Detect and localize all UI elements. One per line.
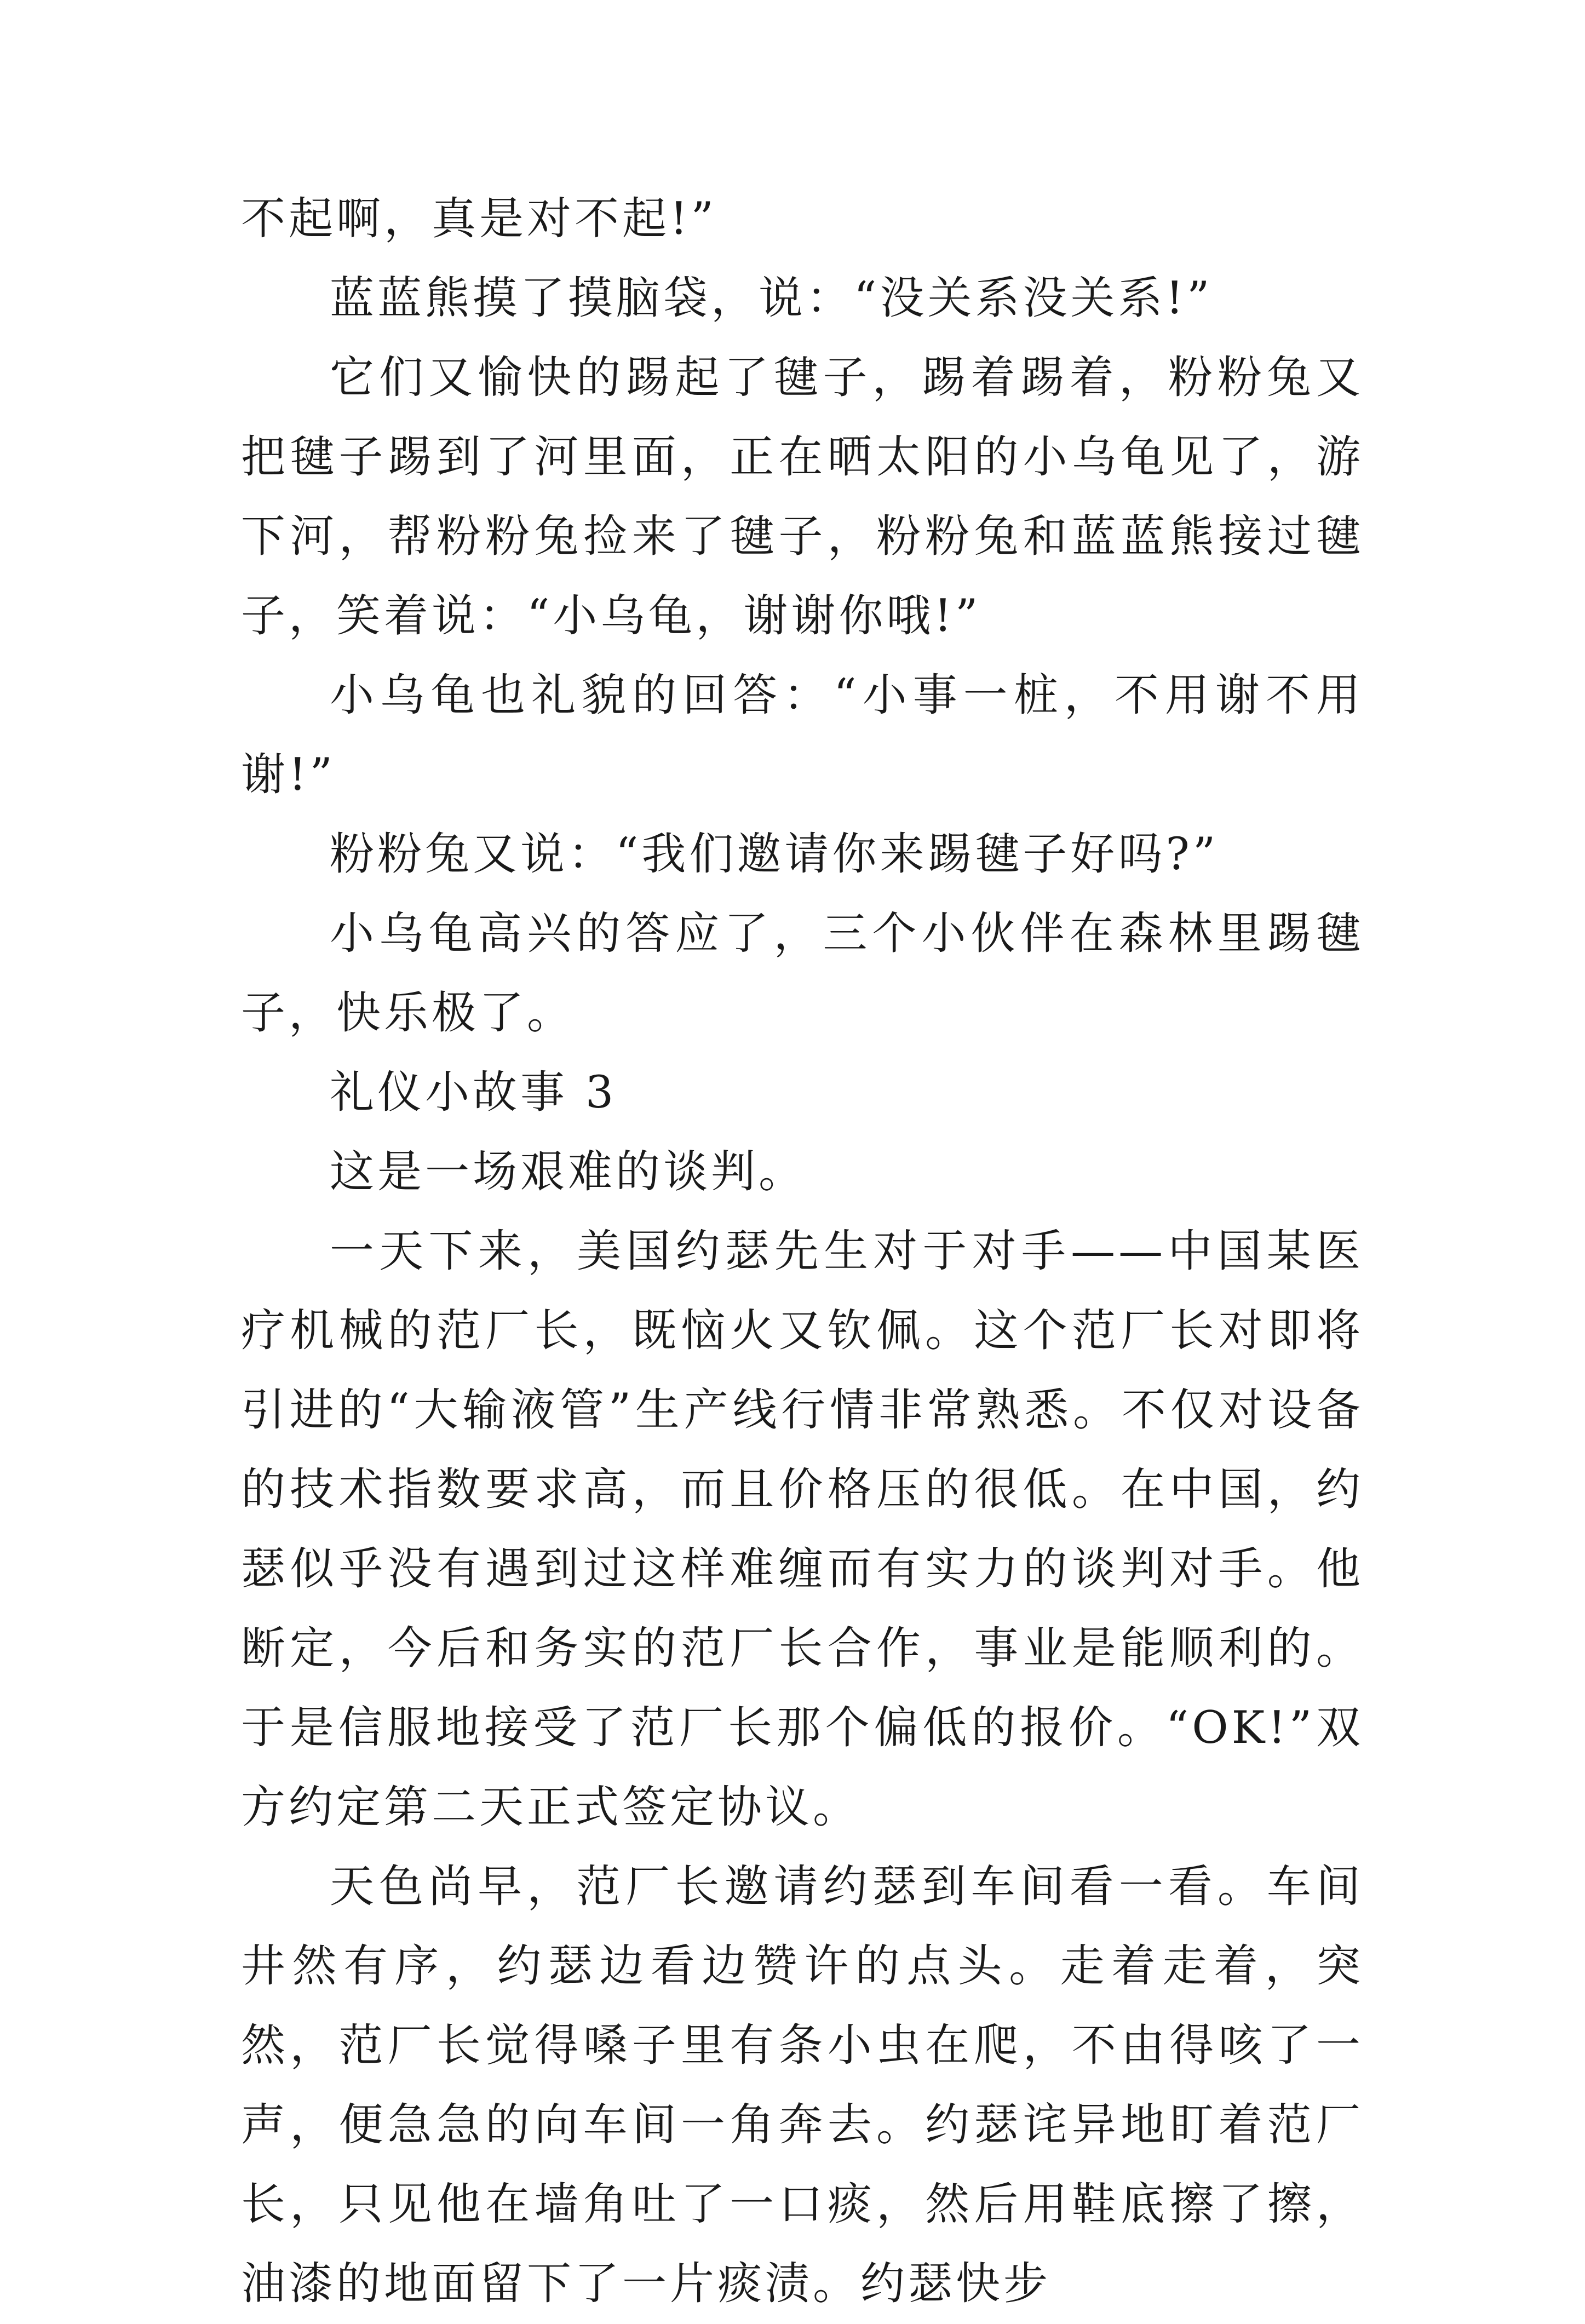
paragraph: 粉粉兔又说：“我们邀请你来踢毽子好吗?” [330,829,1219,880]
paragraph-continuation: 不起啊，真是对不起!” [241,193,717,245]
paragraph: 一天下来，美国约瑟先生对于对手——中国某医疗机械的范厂长，既恼火又钦佩。这个范厂长对即将引进的“大输液管”生产线行情非常熟悉。不仅对设备的技术指数要求高，而且价格压的很低。在中国，约瑟似乎没有遇到过这样难缠而有实力的谈判对手。他断定，今后和务实的范厂长合作，事业是能顺利的。于是信服地接受了范厂长那个偏低的报价。“OK!”双方约定第二天正式签定协议。 [241,1226,1364,1833]
paragraph: 这是一场艰难的谈判。 [330,1146,807,1198]
section-heading: 礼仪小故事 3 [330,1067,617,1118]
paragraph: 蓝蓝熊摸了摸脑袋，说：“没关系没关系!” [330,273,1213,324]
paragraph: 它们又愉快的踢起了毽子，踢着踢着，粉粉兔又把毽子踢到了河里面，正在晒太阳的小乌龟见了，游下河，帮粉粉兔捡来了毽子，粉粉兔和蓝蓝熊接过毽子，笑着说：“小乌龟，谢谢你哦!” [241,352,1364,642]
document-body [241,180,1364,2324]
paragraph: 小乌龟高兴的答应了，三个小伙伴在森林里踢毽子，快乐极了。 [241,908,1364,1039]
paragraph: 天色尚早，范厂长邀请约瑟到车间看一看。车间井然有序，约瑟边看边赞许的点头。走着走着，突然，范厂长觉得嗓子里有条小虫在爬，不由得咳了一声，便急急的向车间一角奔去。约瑟诧异地盯着范厂长，只见他在墙角吐了一口痰，然后用鞋底擦了擦，油漆的地面留下了一片痰渍。约瑟快步 [241,1861,1364,2310]
paragraph: 小乌龟也礼貌的回答：“小事一桩，不用谢不用谢!” [241,670,1364,801]
